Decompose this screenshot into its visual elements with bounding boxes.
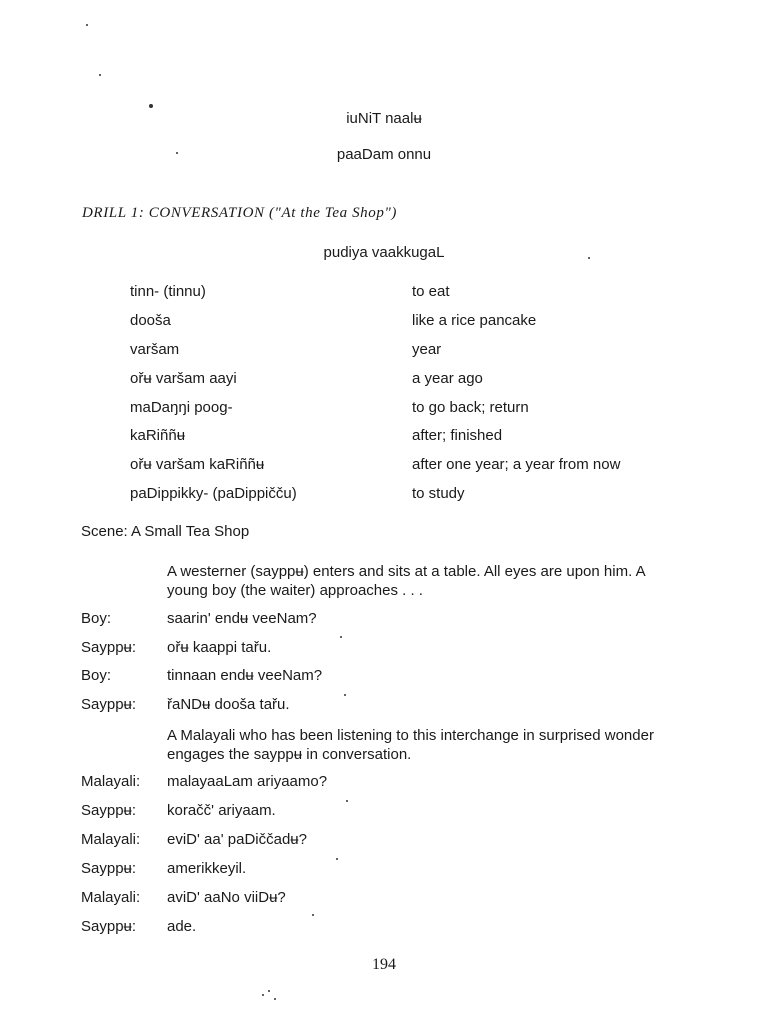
dialogue-line: ořʉ kaappi tařu. — [167, 639, 272, 656]
dialogue-line: malayaaLam ariyaamo? — [167, 773, 328, 790]
vocab-term: tinn- (tinnu) — [130, 283, 206, 300]
vocab-gloss: after; finished — [412, 427, 503, 444]
vocab-gloss: after one year; a year from now — [412, 456, 621, 473]
dialogue-line: koračč' ariyaam. — [167, 802, 276, 819]
dialogue-line: eviD' aa' paDiččadʉ? — [167, 831, 307, 848]
scene-narration: A westerner (sayppʉ) enters and sits at a table. All eyes are upon him. A young boy (the waiter) approaches . . . — [167, 563, 645, 599]
vocab-gloss: a year ago — [412, 370, 483, 387]
vocab-gloss: year — [412, 341, 442, 358]
speaker-label: Sayppʉ: — [81, 860, 137, 877]
vocab-term: ořʉ varšam aayi — [130, 370, 237, 387]
vocab-heading: pudiya vaakkugaL — [323, 244, 445, 261]
dialogue-line: řaNDʉ dooša tařu. — [167, 696, 290, 713]
speaker-label: Malayali: — [81, 831, 141, 848]
vocab-term: dooša — [130, 312, 171, 329]
speaker-label: Sayppʉ: — [81, 639, 137, 656]
vocab-term: ořʉ varšam kaRiññʉ — [130, 456, 265, 473]
vocab-term: varšam — [130, 341, 180, 358]
speaker-label: Sayppʉ: — [81, 696, 137, 713]
dialogue-line: saarin' endʉ veeNam? — [167, 610, 317, 627]
speaker-label: Boy: — [81, 610, 112, 627]
speaker-label: Sayppʉ: — [81, 802, 137, 819]
drill-title: DRILL 1: CONVERSATION ("At the Tea Shop") — [82, 205, 397, 221]
vocab-gloss: to eat — [412, 283, 450, 300]
page-number: 194 — [372, 956, 396, 973]
scene-label: Scene: A Small Tea Shop — [81, 523, 250, 540]
dialogue-line: aviD' aaNo viiDʉ? — [167, 889, 286, 906]
speaker-label: Sayppʉ: — [81, 918, 137, 935]
vocab-term: paDippikky- (paDippičču) — [130, 485, 297, 502]
speaker-label: Malayali: — [81, 773, 141, 790]
dialogue-line: tinnaan endʉ veeNam? — [167, 667, 323, 684]
vocab-term: maDaŋŋi poog- — [130, 399, 233, 416]
unit-title: iuNiT naalʉ — [346, 110, 422, 127]
scene-narration: A Malayali who has been listening to this interchange in surprised wonder engages the sayppʉ in conversation. — [167, 727, 654, 763]
dialogue-line: amerikkeyil. — [167, 860, 247, 877]
speaker-label: Boy: — [81, 667, 112, 684]
vocab-gloss: to go back; return — [412, 399, 529, 416]
vocab-term: kaRiññʉ — [130, 427, 186, 444]
vocab-gloss: like a rice pancake — [412, 312, 537, 329]
vocab-gloss: to study — [412, 485, 465, 502]
dialogue-line: ade. — [167, 918, 197, 935]
lesson-title: paaDam onnu — [336, 146, 432, 163]
speaker-label: Malayali: — [81, 889, 141, 906]
